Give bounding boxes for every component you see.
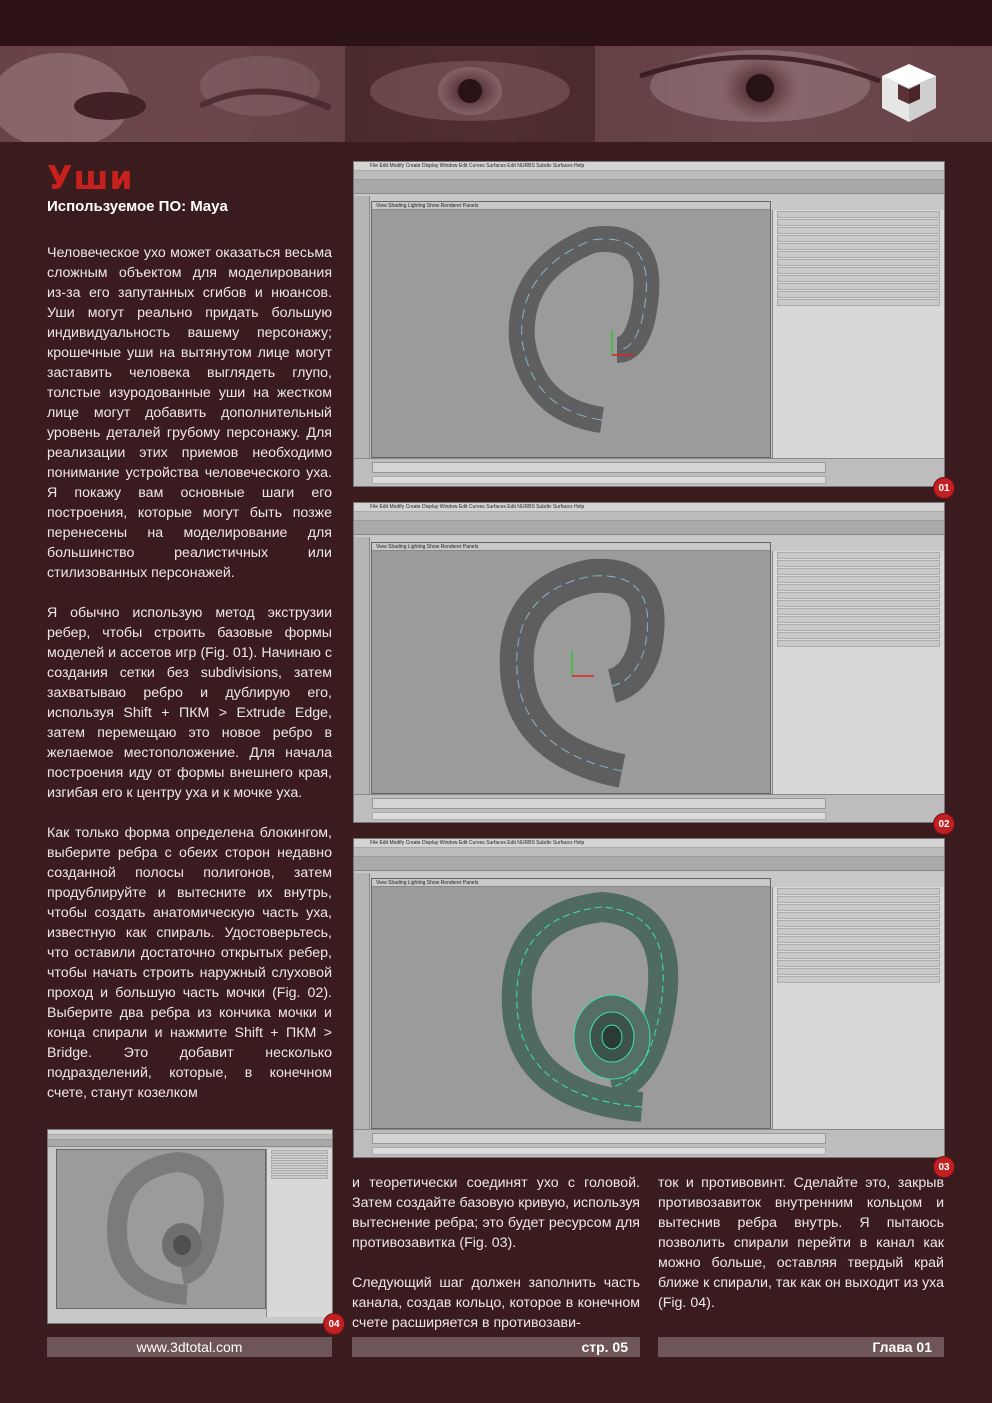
- footer-page-number: стр. 05: [352, 1337, 640, 1357]
- figure-number-badge: 01: [933, 477, 955, 499]
- maya-shelf-icons: [48, 1140, 332, 1147]
- maya-shelf-icons: [354, 857, 944, 871]
- eyes-photo-strip: [0, 46, 992, 142]
- body-paragraph: Следующий шаг должен заполнить часть канала, создав кольцо, которое в конечном счете расширяется в противозави-: [352, 1275, 640, 1331]
- maya-timeline: [354, 1129, 944, 1157]
- body-paragraph: и теоретически соединят ухо с головой. Затем создайте базовую кривую, используя вытеснение ребра; это будет ресурсом для противозавитка (Fig. 03).: [352, 1175, 640, 1251]
- article-title: Уши: [47, 158, 134, 197]
- maya-shelf-icons: [354, 521, 944, 535]
- maya-shelf-tabs: [354, 512, 944, 521]
- attribute-editor-panel: [772, 551, 944, 794]
- figure-number-badge: 03: [933, 1156, 955, 1178]
- footer-chapter: Глава 01: [658, 1337, 944, 1357]
- viewport-menu: View Shading Lighting Show Renderer Panels: [372, 879, 770, 887]
- perspective-viewport: [56, 1149, 266, 1309]
- figure-03-maya-screenshot: [353, 838, 945, 1158]
- perspective-viewport: [371, 542, 771, 794]
- perspective-viewport: [371, 201, 771, 458]
- attribute-editor-panel: [772, 887, 944, 1129]
- body-paragraph: Человеческое ухо может оказаться весьма сложным объектом для моделирования из-за его запутанных сгибов и нюансов. Уши могут реально придать большую индивидуальность вашему персонажу; крошечные уши на вытянутом лице могут заставить человека выглядеть глупо, толстые изуродованные уши на жестком лице могут добавить дополнительный уровень деталей грубому персонажу. Для реализации этих приемов необходимо понимание устройства человеческого уха. Я покажу вам основные шаги его построения, которые могут быть позже перенесены на моделирование для большинство реалистичных или стилизованных персонажей.: [47, 245, 332, 581]
- maya-shelf-icons: [354, 180, 944, 194]
- figure-02-maya-screenshot: [353, 502, 945, 823]
- ear-mesh-stage3: [372, 887, 770, 1128]
- figure-number-badge: 02: [933, 813, 955, 835]
- maya-timeline: [354, 794, 944, 822]
- maya-toolbox: [354, 537, 370, 794]
- maya-toolbox: [354, 196, 370, 458]
- maya-shelf-tabs: [354, 848, 944, 857]
- ear-mesh-stage2: [372, 551, 770, 793]
- maya-shelf-tabs: [354, 171, 944, 180]
- body-paragraph: Я обычно использую метод экструзии ребер, чтобы строить базовые формы моделей и ассетов игр (Fig. 01). Начинаю с создания сетки без subdivisions, затем захватываю ребро и дублирую его, используя Shift + ПКМ > Extrude Edge, затем перемещаю это новое ребро в желаемое местоположение. Для начала построения иду от формы внешнего края, изгибая его к центру уха и к мочке уха.: [47, 605, 332, 801]
- attribute-editor-panel: [772, 210, 944, 458]
- ear-mesh-stage4: [57, 1150, 265, 1308]
- attribute-editor-panel: [266, 1149, 332, 1317]
- footer-website[interactable]: www.3dtotal.com: [47, 1337, 332, 1357]
- maya-menubar: File Edit Modify Create Display Window Edit Curves Surfaces Edit NURBS Subdiv Surfaces Help: [354, 839, 944, 848]
- viewport-menu: View Shading Lighting Show Renderer Panels: [372, 543, 770, 551]
- maya-timeline: [354, 458, 944, 486]
- article-subtitle: Используемое ПО: Maya: [47, 198, 228, 215]
- viewport-menu: View Shading Lighting Show Renderer Panels: [372, 202, 770, 210]
- right-column: [658, 1173, 944, 1313]
- figure-01-maya-screenshot: [353, 161, 945, 487]
- maya-menubar: File Edit Modify Create Display Window Edit Curves Surfaces Edit NURBS Subdiv Surfaces Help: [354, 503, 944, 512]
- header-banner: [0, 0, 992, 142]
- header-dark-strip: [0, 0, 992, 46]
- middle-column: [352, 1173, 640, 1333]
- ear-mesh-stage1: [372, 210, 770, 457]
- body-paragraph: ток и противовинт. Сделайте это, закрыв противозавиток внутренним кольцом и вытеснив ребра внутрь. Я пытаюсь позволить спирали перейти в канал как можно больше, оставляя твердый край ближе к спирали, так как он выходит из уха (Fig. 04).: [658, 1175, 944, 1311]
- maya-toolbox: [354, 873, 370, 1129]
- 3dtotal-cube-logo-icon: [878, 62, 940, 124]
- figure-04-maya-screenshot: [47, 1129, 333, 1324]
- figure-number-badge: 04: [323, 1313, 345, 1335]
- maya-menubar: File Edit Modify Create Display Window Edit Curves Surfaces Edit NURBS Subdiv Surfaces Help: [354, 162, 944, 171]
- perspective-viewport: [371, 878, 771, 1129]
- left-column: [47, 160, 332, 1103]
- body-paragraph: Как только форма определена блокингом, выберите ребра с обеих сторон недавно созданной полосы полигонов, затем продублируйте и вытесните их внутрь, чтобы создать анатомическую часть уха, известную как спираль. Удостоверьтесь, что оставили достаточно открытых ребер, чтобы начать строить наружный слуховой проход и большую часть мочки (Fig. 02). Выберите два ребра из кончика мочки и конца спирали и нажмите Shift + ПКМ > Bridge. Это добавит несколько подразделений, которые, в конечном счете, станут козелком: [47, 825, 332, 1101]
